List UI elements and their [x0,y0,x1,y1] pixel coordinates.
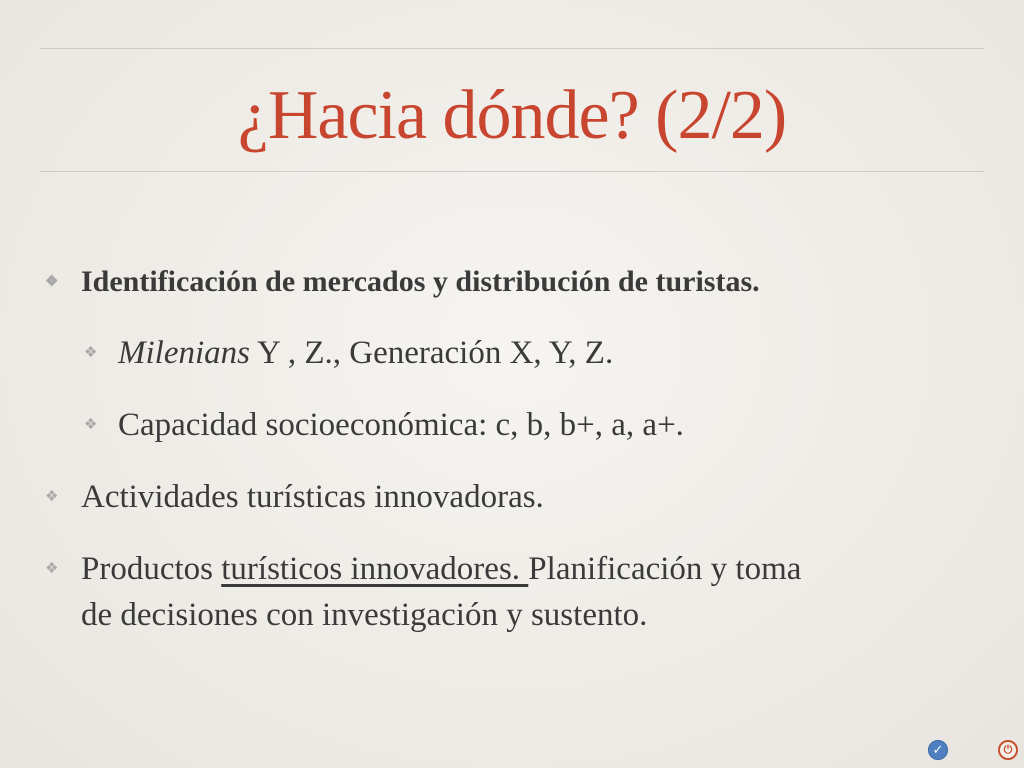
bullet-text-line2: de decisiones con investigación y sustento. [81,597,648,633]
bullet-text-suffix: Planificación y toma [528,551,802,587]
bullet-marker-icon: ❖ [45,561,59,577]
bullet-text: Identificación de mercados y distribución de turistas. [81,265,760,298]
bullet-marker-icon: ❖ [84,345,98,361]
bullet-text-prefix: Productos [81,551,222,587]
bullet-marker-icon: ❖ [45,489,59,505]
bullet-text: Actividades turísticas innovadoras. [81,479,544,515]
bullet-text: Capacidad socioeconómica: c, b, b+, a, a+. [118,407,684,443]
check-icon[interactable]: ✓ [928,740,948,760]
bullet-item-markets [45,259,760,305]
sub-bullet-item-socioeconomic [84,402,684,448]
bullet-underlined-text: turísticos innovadores. [221,551,529,587]
bullet-italic-text: Milenians [118,335,250,371]
power-icon[interactable]: ⏻ [998,740,1018,760]
bullet-marker-icon: ❖ [45,274,59,290]
sub-bullet-item-generations [84,330,614,376]
slide-title: ¿Hacia dónde? (2/2) [237,77,787,154]
bullet-item-products [45,546,802,638]
bullet-text: Y , Z., Generación X, Y, Z. [249,335,614,371]
bullet-item-activities [45,474,544,520]
bullet-marker-icon: ❖ [84,417,98,433]
